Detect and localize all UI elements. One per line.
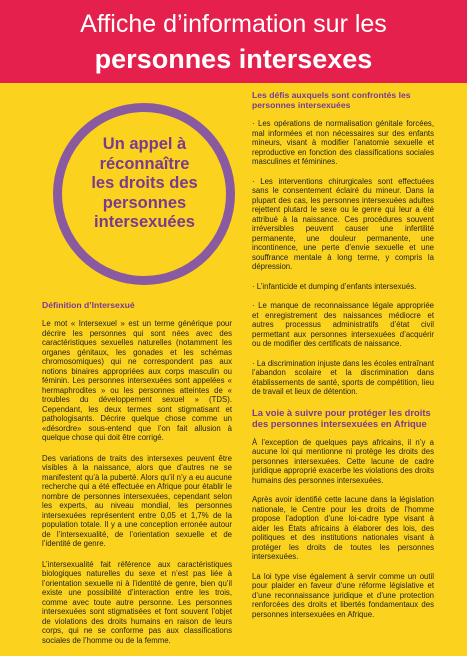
definition-paragraph-2: Des variations de traits des intersexes peuvent être visibles à la naissance, alors que d’autres ne se manifestent qu’à la puberté. Alors qu’il n’y a eu aucune recherche qui a été effectuée en Afrique pour établir le nombre de personnes intersexuées, cependant selon les experts, au niveau mondial, les personnes intersexuées représentent entre 0,05 et 1,7% de la population totale. Il y a une conception erronée autour de l’intersexualité, de l’orientation sexuelle et de l’identité de genre.: [42, 453, 232, 548]
challenges-heading: Les défis auxquels sont confrontés les personnes intersexuées: [252, 90, 411, 110]
callout-line-5: intersexuées: [94, 213, 195, 231]
way-forward-paragraph-2: Après avoir identifié cette lacune dans la législation nationale, le Centre pour les droits de l’homme propose l’adoption d’une loi-cadre type visant à aider les États africains à élaborer des lois, des politiques et des institutions nationales visant à protéger les droits de toutes les personnes intersexuées.: [252, 495, 434, 561]
way-forward-heading: La voie à suivre pour protéger les droits des personnes intersexuées en Afrique: [252, 406, 431, 429]
definition-paragraph-1: Le mot « Intersexuel » est un terme générique pour décrire les personnes qui sont nées avec des caractéristiques sexuelles naturelles (notamment les organes génitaux, les gonades et les schémas chromosomiques) qui ne correspondent pas aux notions binaires appropriées aux corps masculin ou féminin. Les personnes intersexuées sont appelées « hermaphrodites » ou les personnes atteintes de « troubles du développement sexuel » (TDS). Cependant, les deux termes sont stigmatisant et pathologisants. Décrire quelque chose comme un «désordre» sous-entend que l’on fait allusion à quelque chose qui doit être corrigé.: [42, 319, 232, 442]
callout-line-1: Un appel à: [102, 135, 187, 153]
challenge-item-4: · Le manque de reconnaissance légale appropriée et enregistrement des naissances médiocre et autres processus administratifs d’état civil permettant aux personnes intersexuées d’acquérir ou de modifier des certificats de naissance.: [252, 301, 434, 348]
challenge-item-5: · La discrimination injuste dans les écoles entraînant l’abandon scolaire et la discrimination dans établissements de santé, sports de compétition, lieu de travail et lieux de détention.: [252, 358, 434, 396]
left-column: [42, 300, 232, 656]
right-column: [252, 90, 434, 629]
way-forward-paragraph-1: À l’exception de quelques pays africains, il n’y a aucune loi qui mentionne ni protège les droits des personnes intersexuées. Cette lacune de cadre juridique approprié exacerbe les violations des droits humains des personnes intersexuées.: [252, 437, 434, 485]
challenge-item-2: · Les interventions chirurgicales sont effectuées sans le consentement éclairé du mineur. Dans la plupart des cas, les personnes intersexuées adultes rejettent plutard le sexe ou le genre qui leur a été attribué à la naissance. Ces procédures souvent irréversibles peuvent causer une infertilité permanente, une douleur permanente, une incontinence, une perte d’envie sexuelle et une souffrance mentale à long terme, y compris la dépression.: [252, 176, 434, 271]
way-forward-paragraph-3: La loi type vise également à servir comme un outil pour plaider en faveur d’une réforme législative et d’une reconnaissance juridique et d’une protection renforcées des droits et libertés fondamentaux des personnes intersexuées en Afrique.: [252, 571, 434, 619]
definition-heading: Définition d’Intersexué: [42, 300, 135, 310]
callout-line-3: les droits des: [91, 174, 198, 192]
callout-line-2: réconnaître: [99, 154, 190, 173]
callout-text: [62, 135, 227, 233]
callout-line-4: personnes: [102, 193, 187, 212]
title-line-1: Affiche d’information sur les: [80, 10, 387, 38]
definition-paragraph-3: L’intersexualité fait référence aux caractéristiques biologiques naturelles du sexe et n’est pas liée à l’orientation sexuelle ni à l’identité de genre, bien qu’il existe une possibilité d’interaction entre les trois, comme avec toute autre personne. Les personnes intersexuées sont stigmatisées et font souvent l’objet de violations des droits humains en raison de leurs corps, qui ne se conforme pas aux classifications sociales de l’homme ou de la femme.: [42, 559, 232, 645]
title-line-2: personnes intersexes: [94, 44, 373, 74]
title-banner: [0, 0, 467, 83]
challenge-item-1: · Les opérations de normalisation génitale forcées, mal informées et non nécessaires sur des enfants mineurs, visant à modifier l’anatomie sexuelle et reproductive en fonction des classifications sociales masculines et féminines.: [252, 119, 434, 166]
challenge-item-3: · L’infanticide et dumping d’enfants intersexués.: [252, 281, 417, 291]
